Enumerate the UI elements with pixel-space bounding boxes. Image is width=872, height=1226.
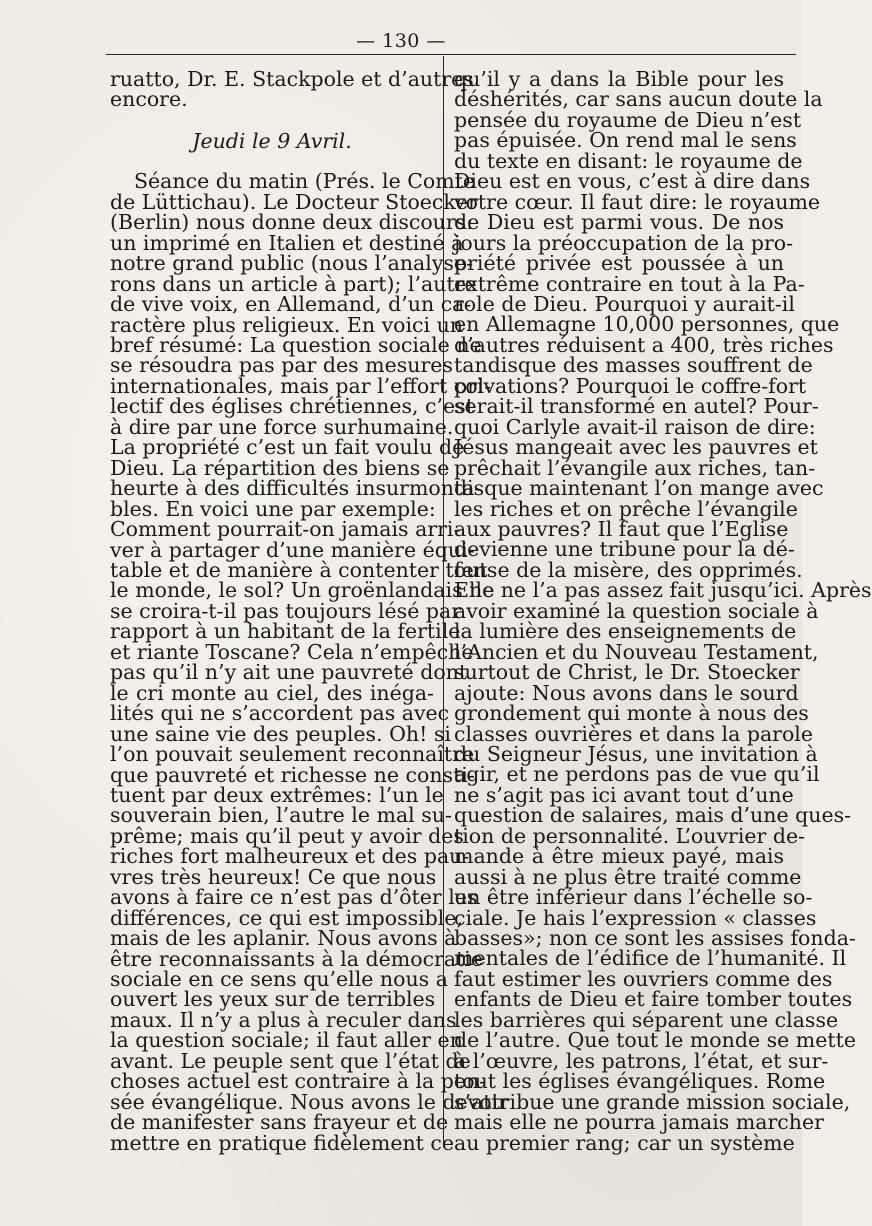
left-column <box>110 67 508 1155</box>
text-line: en Allemagne 10,000 personnes, que <box>454 312 840 337</box>
right-column <box>454 67 872 1155</box>
text-line: quoi Carlyle avait-il raison de dire: <box>454 414 816 439</box>
text-line: pensée du royaume de Dieu n’est <box>454 107 802 132</box>
text-line: riches fort malheureux et des pau- <box>110 844 470 869</box>
text-line: sée évangélique. Nous avons le devoir <box>110 1089 508 1114</box>
text-line: La propriété c’est un fait voulu de <box>110 435 465 460</box>
text-line: serait-il transformé en autel? Pour- <box>454 394 819 419</box>
text-line: un imprimé en Italien et destiné à <box>110 230 464 255</box>
text-line: se résoudra pas par des mesures <box>110 353 453 378</box>
text-line: ractère plus religieux. En voici un <box>110 312 464 337</box>
text-line: ajoute: Nous avons dans le sourd <box>454 680 799 705</box>
text-line: une saine vie des peuples. Oh! si <box>110 721 451 746</box>
text-line: rons dans un article à part); l’autre <box>110 271 477 296</box>
text-line: qu’il y a dans la Bible pour les <box>454 67 784 91</box>
text-line: enfants de Dieu et faire tomber toutes <box>454 987 853 1012</box>
text-line: role de Dieu. Pourquoi y aurait-il <box>454 291 795 316</box>
text-line: prême; mais qu’il peut y avoir des <box>110 823 464 848</box>
text-line: extrême contraire en tout à la Pa- <box>454 271 805 296</box>
text-line: pas qu’il n’y ait une pauvreté dont <box>110 660 468 685</box>
text-line: ver à partager d’une manière équi- <box>110 537 475 562</box>
text-line: du Seigneur Jésus, une invitation à <box>454 741 818 766</box>
text-line: notre grand public (nous l’analyse- <box>110 251 473 276</box>
text-line: le monde, le sol? Un groënlandais ne <box>110 578 495 603</box>
text-line: heurte à des difficultés insurmonta- <box>110 476 482 501</box>
text-line: lectif des églises chrétiennes, c’est <box>110 394 474 419</box>
text-line: privations? Pourquoi le coffre-fort <box>454 373 807 398</box>
text-line: mais elle ne pourra jamais marcher <box>454 1110 824 1135</box>
text-line: sociale en ce sens qu’elle nous a <box>110 967 448 992</box>
text-line: rapport à un habitant de la fertile <box>110 619 461 644</box>
text-line: mande à être mieux payé, mais <box>454 844 784 869</box>
text-line: Dieu est en vous, c’est à dire dans <box>454 169 811 194</box>
text-line: internationales, mais par l’effort col- <box>110 373 492 398</box>
text-line: avoir examiné la question sociale à <box>454 598 819 623</box>
text-line: votre cœur. Il faut dire: le royaume <box>454 189 821 214</box>
text-line: table et de manière à contenter tout <box>110 557 488 582</box>
page-number: — 130 — <box>356 30 446 52</box>
text-line: ne s’agit pas ici avant tout d’une <box>454 782 794 807</box>
text-line: être reconnaissants à la démocratie <box>110 946 483 971</box>
text-line: le cri monte au ciel, des inéga- <box>110 680 434 705</box>
text-line: avant. Le peuple sent que l’état de <box>110 1048 471 1073</box>
text-line: bref résumé: La question sociale ne <box>110 332 482 357</box>
text-line: fense de la misère, des opprimés. <box>454 557 803 582</box>
text-line: Comment pourrait-on jamais arri- <box>110 517 461 542</box>
text-line: Séance du matin (Prés. le Comte <box>134 169 476 194</box>
text-line: classes ouvrières et dans la parole <box>454 721 813 746</box>
text-line: faut estimer les ouvriers comme des <box>454 966 833 991</box>
text-line: Dieu. La répartition des biens se <box>110 455 450 480</box>
text-line: jours la préoccupation de la pro- <box>454 230 794 255</box>
header-rule <box>106 54 796 55</box>
text-line: aux pauvres? Il faut que l’Eglise <box>454 516 789 541</box>
text-line: mais de les aplanir. Nous avons à <box>110 926 457 951</box>
text-line: ruatto, Dr. E. Stackpole et d’autres <box>110 67 474 91</box>
text-line: encore. <box>110 87 188 112</box>
text-line: tion de personnalité. L’ouvrier de- <box>454 823 806 848</box>
text-line: devienne une tribune pour la dé- <box>454 537 795 562</box>
text-line: mettre en pratique fidèlement ce <box>110 1130 455 1155</box>
text-line: basses»; non ce sont les assises fonda- <box>454 926 856 951</box>
text-line: ciale. Je hais l’expression « classes <box>454 905 817 930</box>
text-line: souverain bien, l’autre le mal su- <box>110 803 452 828</box>
text-line: vres très heureux! Ce que nous <box>110 864 437 889</box>
text-line: de Lüttichau). Le Docteur Stoecker <box>110 189 478 214</box>
text-line: tandisque des masses souffrent de <box>454 353 813 378</box>
text-line: à l’œuvre, les patrons, l’état, et sur- <box>454 1048 829 1073</box>
text-line: lités qui ne s’accordent pas avec <box>110 701 450 726</box>
text-line: question de salaires, mais d’une ques- <box>454 803 852 828</box>
text-line: différences, ce qui est impossible, <box>110 905 463 930</box>
text-line: tuent par deux extrêmes: l’un le <box>110 782 444 807</box>
text-line: agir, et ne perdons pas de vue qu’il <box>454 762 820 787</box>
text-line: aussi à ne plus être traité comme <box>454 864 802 889</box>
text-line: déshérités, car sans aucun doute la <box>454 87 823 112</box>
text-line: prêchait l’évangile aux riches, tan- <box>454 455 816 480</box>
text-line: à dire par une force surhumaine. <box>110 414 454 439</box>
text-line: et riante Toscane? Cela n’empêche <box>110 639 474 664</box>
text-line: de l’autre. Que tout le monde se mette <box>454 1028 856 1053</box>
text-line: maux. Il n’y a plus à reculer dans <box>110 1007 457 1032</box>
text-line: les riches et on prêche l’évangile <box>454 496 798 521</box>
text-line: la question sociale; il faut aller en <box>110 1028 463 1053</box>
text-line: au premier rang; car un système <box>454 1130 795 1155</box>
text-line: que pauvreté et richesse ne consti- <box>110 762 475 787</box>
text-line: l’Ancien et du Nouveau Testament, <box>454 639 819 664</box>
text-line: bles. En voici une par exemple: <box>110 496 436 521</box>
text-line: mentales de l’édifice de l’humanité. Il <box>454 946 847 971</box>
text-line: les barrières qui séparent une classe <box>454 1007 839 1032</box>
text-line: de vive voix, en Allemand, d’un ca- <box>110 292 472 317</box>
text-line: tout les églises évangéliques. Rome <box>454 1069 826 1094</box>
section-heading: Jeudi le 9 Avril. <box>192 128 352 153</box>
text-line: se croira-t-il pas toujours lésé par <box>110 598 461 623</box>
text-line: de Dieu est parmi vous. De nos <box>454 210 784 235</box>
text-line: grondement qui monte à nous des <box>454 701 809 726</box>
text-line: du texte en disant: le royaume de <box>454 148 803 173</box>
text-line: pas épuisée. On rend mal le sens <box>454 128 797 153</box>
text-line: l’on pouvait seulement reconnaître <box>110 742 475 767</box>
text-line: s’attribue une grande mission sociale, <box>454 1089 851 1114</box>
text-line: surtout de Christ, le Dr. Stoecker <box>454 660 800 685</box>
text-line: la lumière des enseignements de <box>454 619 797 644</box>
text-line: ouvert les yeux sur de terribles <box>110 987 436 1012</box>
text-line: Elle ne l’a pas assez fait jusqu’ici. Après <box>454 578 872 603</box>
text-line: priété privée est poussée à un <box>454 251 784 276</box>
text-line: (Berlin) nous donne deux discours: <box>110 210 474 235</box>
text-line: disque maintenant l’on mange avec <box>454 476 824 501</box>
text-line: choses actuel est contraire à la pen- <box>110 1069 487 1094</box>
text-line: Jésus mangeait avec les pauvres et <box>454 435 818 460</box>
text-line: avons à faire ce n’est pas d’ôter les <box>110 885 478 910</box>
text-line: de manifester sans frayeur et de <box>110 1110 449 1135</box>
text-line: d’autres réduisent a 400, très riches <box>454 332 834 357</box>
text-line: un être inférieur dans l’échelle so- <box>454 885 813 910</box>
